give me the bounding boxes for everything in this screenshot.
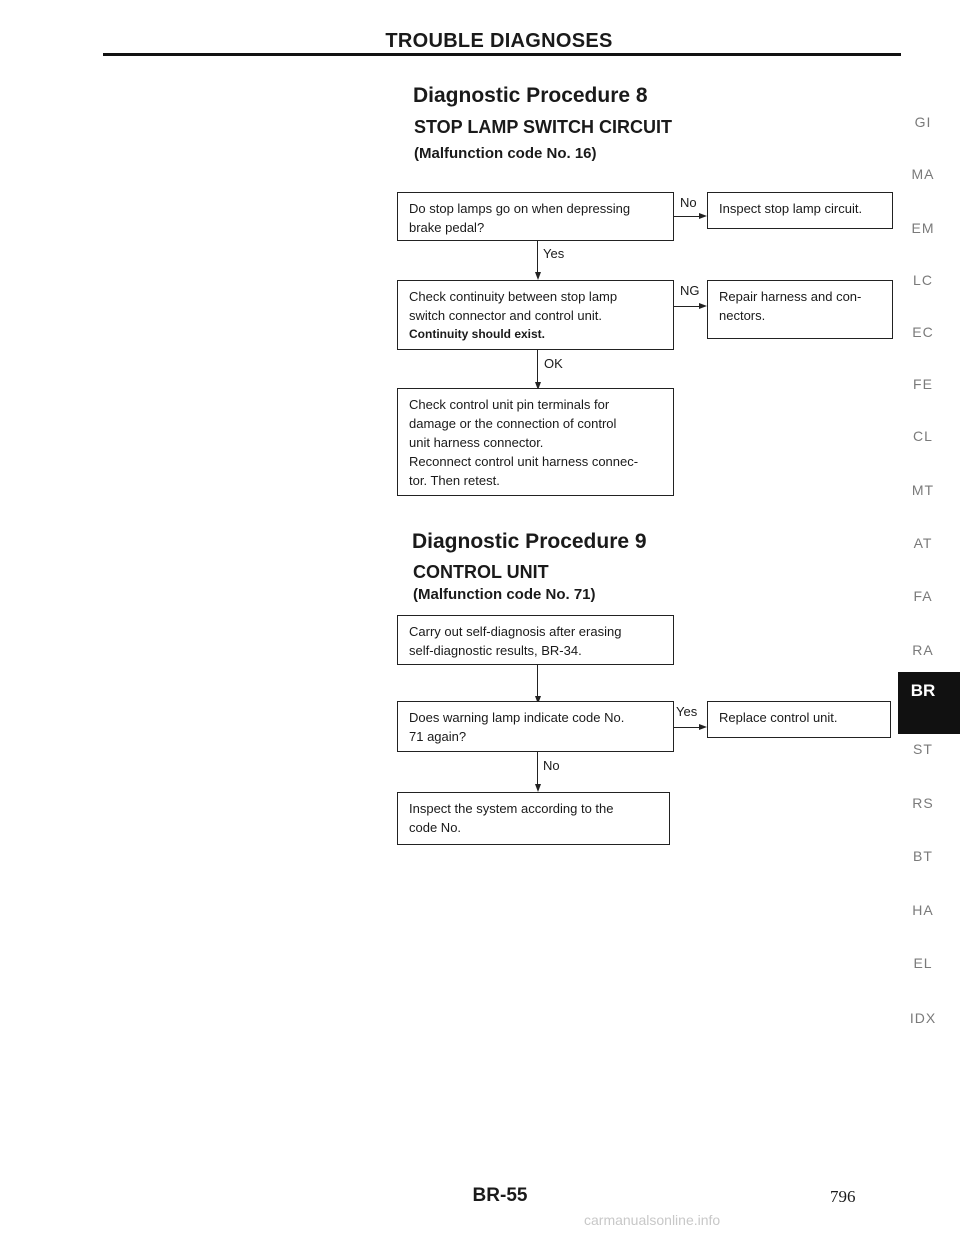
procedure8-code: (Malfunction code No. 16)	[414, 145, 597, 162]
branch-label-yes: Yes	[543, 246, 565, 261]
side-tab-ma[interactable]: MA	[911, 166, 935, 182]
arrow-right-icon	[699, 213, 707, 219]
branch-label-no: No	[543, 758, 560, 773]
side-tab-cl[interactable]: CL	[913, 428, 933, 444]
flow-box-p8-step3	[397, 388, 674, 496]
side-tab-fe[interactable]: FE	[913, 376, 933, 392]
box-text-line: Check control unit pin terminals for	[409, 397, 610, 412]
result-text: Inspect stop lamp circuit.	[719, 201, 863, 216]
flow-connector	[537, 665, 538, 700]
box-text-line: self-diagnostic results, BR-34.	[409, 643, 582, 658]
arrow-right-icon	[699, 303, 707, 309]
side-tab-idx[interactable]: IDX	[909, 1010, 937, 1026]
branch-label-ok: OK	[544, 356, 563, 371]
side-tab-mt[interactable]: MT	[911, 482, 935, 498]
flow-box-p8-step2	[397, 280, 674, 350]
side-tab-st[interactable]: ST	[913, 741, 933, 757]
side-tab-bt[interactable]: BT	[913, 848, 933, 864]
page-code: BR-55	[472, 1185, 528, 1206]
side-tab-br-active[interactable]: BR	[898, 672, 960, 734]
branch-connector	[674, 306, 701, 307]
flow-connector	[537, 752, 538, 788]
box-text-line: Do stop lamps go on when depressing	[409, 201, 631, 216]
box-text-line: Reconnect control unit harness connec-	[409, 454, 639, 469]
box-text-line: Inspect the system according to the	[409, 801, 614, 816]
flow-box-p9-step3	[397, 792, 670, 845]
flow-box-p9-step2	[397, 701, 674, 752]
watermark: carmanualsonline.info	[584, 1212, 721, 1228]
procedure9-code: (Malfunction code No. 71)	[413, 586, 596, 603]
arrow-down-icon	[535, 784, 541, 792]
box-text-line: Carry out self-diagnosis after erasing	[409, 624, 622, 639]
page-number: 796	[830, 1187, 856, 1206]
branch-connector	[674, 216, 701, 217]
side-tab-ec[interactable]: EC	[912, 324, 934, 340]
box-text-line: Does warning lamp indicate code No.	[409, 710, 625, 725]
flow-result-p8-inspect	[707, 192, 893, 229]
box-emphasis: Continuity should exist.	[409, 327, 546, 341]
branch-label-yes: Yes	[676, 704, 698, 719]
side-tab-ra[interactable]: RA	[912, 642, 934, 658]
side-tab-gi[interactable]: GI	[914, 114, 932, 130]
side-tab-em[interactable]: EM	[911, 220, 935, 236]
box-text-line: switch connector and control unit.	[409, 308, 602, 323]
procedure9-subtitle: CONTROL UNIT	[413, 562, 549, 582]
branch-connector	[674, 727, 701, 728]
side-tab-rs[interactable]: RS	[912, 795, 934, 811]
procedure8-subtitle: STOP LAMP SWITCH CIRCUIT	[414, 117, 673, 137]
box-text-line: tor. Then retest.	[409, 473, 500, 488]
page-header-title: TROUBLE DIAGNOSES	[385, 30, 613, 52]
arrow-right-icon	[699, 724, 707, 730]
flow-box-p9-step1	[397, 615, 674, 665]
flow-connector	[537, 241, 538, 275]
result-text: nectors.	[719, 308, 766, 323]
box-text-line: Check continuity between stop lamp	[409, 289, 618, 304]
flow-result-p8-repair	[707, 280, 893, 339]
box-text-line: brake pedal?	[409, 220, 485, 235]
box-text-line: 71 again?	[409, 729, 467, 744]
box-text-line: unit harness connector.	[409, 435, 544, 450]
side-tab-ha[interactable]: HA	[912, 902, 934, 918]
result-text: Replace control unit.	[719, 710, 838, 725]
arrow-down-icon	[535, 272, 541, 280]
side-tab-el[interactable]: EL	[913, 955, 933, 971]
header-rule	[103, 53, 901, 56]
side-tab-fa[interactable]: FA	[913, 588, 933, 604]
side-tab-lc[interactable]: LC	[913, 272, 933, 288]
result-text: Repair harness and con-	[719, 289, 862, 304]
box-text-line: damage or the connection of control	[409, 416, 617, 431]
procedure8-title: Diagnostic Procedure 8	[413, 84, 648, 107]
box-text-line: code No.	[409, 820, 462, 835]
side-tab-at[interactable]: AT	[913, 535, 933, 551]
procedure9-title: Diagnostic Procedure 9	[412, 530, 647, 553]
flow-result-p9-replace	[707, 701, 891, 738]
branch-label-ng: NG	[680, 283, 700, 298]
flow-connector	[537, 350, 538, 386]
branch-label-no: No	[680, 195, 697, 210]
flow-box-p8-step1	[397, 192, 674, 241]
